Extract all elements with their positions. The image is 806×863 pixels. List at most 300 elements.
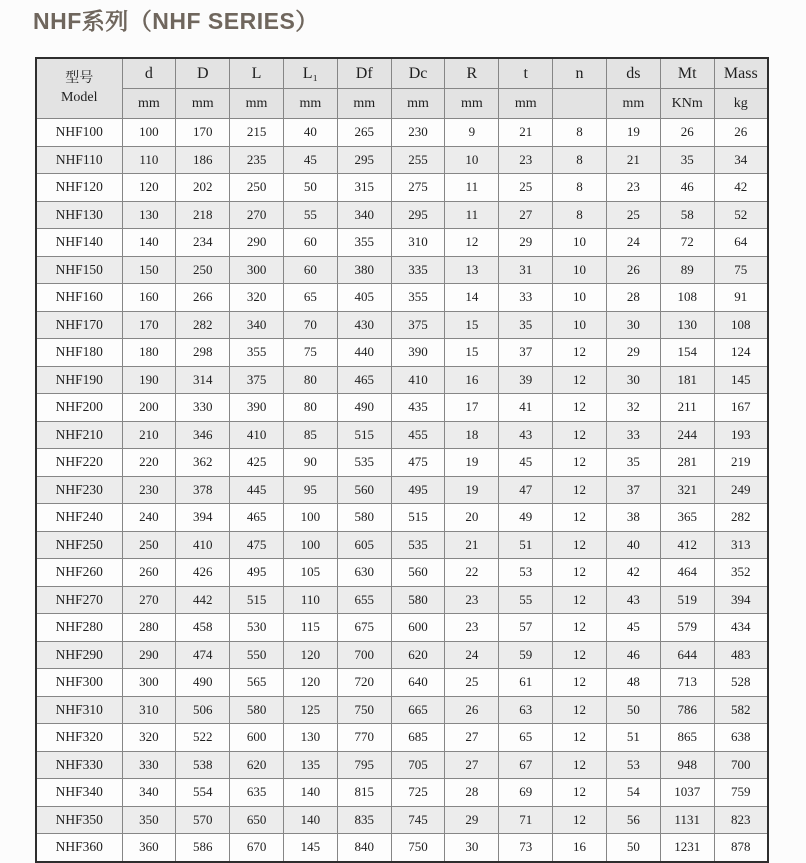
value-cell: 12	[553, 669, 607, 697]
table-header	[36, 58, 768, 119]
value-cell: 426	[176, 559, 230, 587]
value-cell: 202	[176, 174, 230, 202]
value-cell: 24	[445, 641, 499, 669]
model-header-cn: 型号	[65, 70, 94, 86]
value-cell: 465	[337, 366, 391, 394]
model-cell: NHF350	[36, 806, 122, 834]
table-row	[36, 696, 768, 724]
model-cell: NHF150	[36, 256, 122, 284]
value-cell: 8	[553, 201, 607, 229]
value-cell: 554	[176, 779, 230, 807]
value-cell: 515	[337, 421, 391, 449]
value-cell: 140	[283, 779, 337, 807]
value-cell: 23	[606, 174, 660, 202]
value-cell: 110	[283, 586, 337, 614]
value-cell: 474	[176, 641, 230, 669]
value-cell: 21	[499, 119, 553, 147]
value-cell: 53	[499, 559, 553, 587]
value-cell: 12	[553, 504, 607, 532]
value-cell: 45	[606, 614, 660, 642]
value-cell: 250	[176, 256, 230, 284]
value-cell: 250	[122, 531, 176, 559]
value-cell: 270	[122, 586, 176, 614]
value-cell: 320	[230, 284, 284, 312]
value-cell: 823	[714, 806, 768, 834]
value-cell: 53	[606, 751, 660, 779]
value-cell: 495	[391, 476, 445, 504]
value-cell: 75	[714, 256, 768, 284]
value-cell: 25	[606, 201, 660, 229]
table-row	[36, 174, 768, 202]
value-cell: 295	[337, 146, 391, 174]
value-cell: 140	[283, 806, 337, 834]
table-row	[36, 751, 768, 779]
value-cell: 75	[283, 339, 337, 367]
value-cell: 390	[230, 394, 284, 422]
value-cell: 24	[606, 229, 660, 257]
value-cell: 640	[391, 669, 445, 697]
value-cell: 300	[122, 669, 176, 697]
value-cell: 60	[283, 256, 337, 284]
column-header-n: n	[553, 58, 607, 89]
value-cell: 375	[230, 366, 284, 394]
column-unit-l₁: mm	[283, 89, 337, 119]
column-header-df: Df	[337, 58, 391, 89]
value-cell: 530	[230, 614, 284, 642]
value-cell: 315	[337, 174, 391, 202]
value-cell: 55	[283, 201, 337, 229]
value-cell: 490	[176, 669, 230, 697]
model-cell: NHF210	[36, 421, 122, 449]
value-cell: 440	[337, 339, 391, 367]
column-header-r: R	[445, 58, 499, 89]
value-cell: 35	[499, 311, 553, 339]
value-cell: 458	[176, 614, 230, 642]
value-cell: 14	[445, 284, 499, 312]
value-cell: 29	[499, 229, 553, 257]
column-unit-t: mm	[499, 89, 553, 119]
value-cell: 313	[714, 531, 768, 559]
page-title: NHF系列（NHF SERIES）	[33, 8, 319, 34]
value-cell: 230	[122, 476, 176, 504]
value-cell: 1131	[660, 806, 714, 834]
value-cell: 12	[553, 476, 607, 504]
value-cell: 290	[122, 641, 176, 669]
value-cell: 80	[283, 366, 337, 394]
value-cell: 865	[660, 724, 714, 752]
value-cell: 18	[445, 421, 499, 449]
value-cell: 249	[714, 476, 768, 504]
model-cell: NHF170	[36, 311, 122, 339]
value-cell: 89	[660, 256, 714, 284]
value-cell: 170	[176, 119, 230, 147]
value-cell: 115	[283, 614, 337, 642]
value-cell: 340	[337, 201, 391, 229]
value-cell: 219	[714, 449, 768, 477]
value-cell: 270	[230, 201, 284, 229]
table-row	[36, 394, 768, 422]
value-cell: 26	[714, 119, 768, 147]
nhf-spec-table	[35, 57, 769, 863]
value-cell: 560	[337, 476, 391, 504]
value-cell: 298	[176, 339, 230, 367]
value-cell: 12	[553, 641, 607, 669]
column-header-mass: Mass	[714, 58, 768, 89]
column-header-model	[36, 58, 122, 119]
value-cell: 10	[553, 311, 607, 339]
value-cell: 42	[606, 559, 660, 587]
value-cell: 600	[391, 614, 445, 642]
value-cell: 28	[606, 284, 660, 312]
value-cell: 713	[660, 669, 714, 697]
value-cell: 265	[337, 119, 391, 147]
value-cell: 350	[122, 806, 176, 834]
value-cell: 335	[391, 256, 445, 284]
value-cell: 380	[337, 256, 391, 284]
value-cell: 295	[391, 201, 445, 229]
value-cell: 434	[714, 614, 768, 642]
column-unit-mass: kg	[714, 89, 768, 119]
value-cell: 218	[176, 201, 230, 229]
value-cell: 535	[337, 449, 391, 477]
value-cell: 46	[660, 174, 714, 202]
header-unit-row	[36, 89, 768, 119]
value-cell: 63	[499, 696, 553, 724]
value-cell: 100	[283, 531, 337, 559]
value-cell: 64	[714, 229, 768, 257]
model-header-en: Model	[60, 89, 98, 105]
value-cell: 725	[391, 779, 445, 807]
value-cell: 10	[553, 284, 607, 312]
column-unit-ds: mm	[606, 89, 660, 119]
value-cell: 38	[606, 504, 660, 532]
table-row	[36, 476, 768, 504]
value-cell: 12	[553, 449, 607, 477]
value-cell: 750	[391, 834, 445, 862]
table-row	[36, 724, 768, 752]
column-unit-d: mm	[122, 89, 176, 119]
value-cell: 140	[122, 229, 176, 257]
value-cell: 675	[337, 614, 391, 642]
value-cell: 15	[445, 339, 499, 367]
value-cell: 635	[230, 779, 284, 807]
table-row	[36, 614, 768, 642]
table-row	[36, 449, 768, 477]
value-cell: 352	[714, 559, 768, 587]
value-cell: 200	[122, 394, 176, 422]
model-cell: NHF240	[36, 504, 122, 532]
value-cell: 210	[122, 421, 176, 449]
value-cell: 48	[606, 669, 660, 697]
value-cell: 355	[391, 284, 445, 312]
value-cell: 442	[176, 586, 230, 614]
model-cell: NHF330	[36, 751, 122, 779]
value-cell: 71	[499, 806, 553, 834]
value-cell: 45	[283, 146, 337, 174]
value-cell: 405	[337, 284, 391, 312]
value-cell: 705	[391, 751, 445, 779]
value-cell: 355	[230, 339, 284, 367]
value-cell: 21	[445, 531, 499, 559]
value-cell: 9	[445, 119, 499, 147]
table-row	[36, 504, 768, 532]
value-cell: 528	[714, 669, 768, 697]
table-row	[36, 366, 768, 394]
value-cell: 130	[283, 724, 337, 752]
value-cell: 85	[283, 421, 337, 449]
value-cell: 11	[445, 174, 499, 202]
table-row	[36, 339, 768, 367]
value-cell: 49	[499, 504, 553, 532]
value-cell: 65	[283, 284, 337, 312]
value-cell: 281	[660, 449, 714, 477]
value-cell: 685	[391, 724, 445, 752]
value-cell: 130	[122, 201, 176, 229]
value-cell: 435	[391, 394, 445, 422]
value-cell: 605	[337, 531, 391, 559]
value-cell: 340	[230, 311, 284, 339]
value-cell: 535	[391, 531, 445, 559]
value-cell: 58	[660, 201, 714, 229]
value-cell: 30	[606, 311, 660, 339]
value-cell: 346	[176, 421, 230, 449]
value-cell: 250	[230, 174, 284, 202]
value-cell: 23	[445, 614, 499, 642]
value-cell: 30	[445, 834, 499, 862]
value-cell: 43	[499, 421, 553, 449]
table-row	[36, 641, 768, 669]
model-cell: NHF250	[36, 531, 122, 559]
value-cell: 69	[499, 779, 553, 807]
value-cell: 330	[122, 751, 176, 779]
value-cell: 948	[660, 751, 714, 779]
value-cell: 244	[660, 421, 714, 449]
value-cell: 360	[122, 834, 176, 862]
column-unit-d: mm	[176, 89, 230, 119]
value-cell: 362	[176, 449, 230, 477]
table-row	[36, 806, 768, 834]
model-cell: NHF270	[36, 586, 122, 614]
value-cell: 280	[122, 614, 176, 642]
value-cell: 464	[660, 559, 714, 587]
value-cell: 644	[660, 641, 714, 669]
value-cell: 340	[122, 779, 176, 807]
value-cell: 282	[714, 504, 768, 532]
value-cell: 30	[606, 366, 660, 394]
value-cell: 538	[176, 751, 230, 779]
value-cell: 19	[445, 449, 499, 477]
value-cell: 394	[176, 504, 230, 532]
value-cell: 410	[176, 531, 230, 559]
value-cell: 8	[553, 146, 607, 174]
model-cell: NHF360	[36, 834, 122, 862]
value-cell: 12	[553, 696, 607, 724]
value-cell: 154	[660, 339, 714, 367]
value-cell: 110	[122, 146, 176, 174]
value-cell: 255	[391, 146, 445, 174]
column-header-mt: Mt	[660, 58, 714, 89]
value-cell: 282	[176, 311, 230, 339]
value-cell: 215	[230, 119, 284, 147]
value-cell: 425	[230, 449, 284, 477]
value-cell: 12	[553, 586, 607, 614]
value-cell: 120	[283, 669, 337, 697]
value-cell: 125	[283, 696, 337, 724]
table-row	[36, 779, 768, 807]
value-cell: 815	[337, 779, 391, 807]
value-cell: 12	[553, 779, 607, 807]
value-cell: 51	[606, 724, 660, 752]
column-header-t: t	[499, 58, 553, 89]
model-cell: NHF320	[36, 724, 122, 752]
value-cell: 23	[445, 586, 499, 614]
value-cell: 750	[337, 696, 391, 724]
value-cell: 655	[337, 586, 391, 614]
column-unit-df: mm	[337, 89, 391, 119]
table-row	[36, 311, 768, 339]
value-cell: 42	[714, 174, 768, 202]
model-cell: NHF310	[36, 696, 122, 724]
value-cell: 770	[337, 724, 391, 752]
table-row	[36, 421, 768, 449]
value-cell: 795	[337, 751, 391, 779]
value-cell: 580	[337, 504, 391, 532]
table-row	[36, 669, 768, 697]
model-cell: NHF260	[36, 559, 122, 587]
value-cell: 16	[445, 366, 499, 394]
value-cell: 290	[230, 229, 284, 257]
model-cell: NHF160	[36, 284, 122, 312]
value-cell: 570	[176, 806, 230, 834]
value-cell: 10	[553, 229, 607, 257]
value-cell: 43	[606, 586, 660, 614]
value-cell: 181	[660, 366, 714, 394]
value-cell: 580	[391, 586, 445, 614]
value-cell: 35	[660, 146, 714, 174]
value-cell: 180	[122, 339, 176, 367]
value-cell: 580	[230, 696, 284, 724]
value-cell: 211	[660, 394, 714, 422]
model-cell: NHF180	[36, 339, 122, 367]
value-cell: 1037	[660, 779, 714, 807]
value-cell: 835	[337, 806, 391, 834]
value-cell: 840	[337, 834, 391, 862]
value-cell: 108	[714, 311, 768, 339]
value-cell: 17	[445, 394, 499, 422]
header-symbol-row	[36, 58, 768, 89]
value-cell: 586	[176, 834, 230, 862]
value-cell: 108	[660, 284, 714, 312]
value-cell: 638	[714, 724, 768, 752]
value-cell: 167	[714, 394, 768, 422]
value-cell: 23	[499, 146, 553, 174]
value-cell: 135	[283, 751, 337, 779]
value-cell: 19	[445, 476, 499, 504]
value-cell: 25	[445, 669, 499, 697]
value-cell: 59	[499, 641, 553, 669]
model-cell: NHF110	[36, 146, 122, 174]
value-cell: 29	[606, 339, 660, 367]
value-cell: 720	[337, 669, 391, 697]
value-cell: 455	[391, 421, 445, 449]
value-cell: 550	[230, 641, 284, 669]
value-cell: 26	[445, 696, 499, 724]
value-cell: 186	[176, 146, 230, 174]
value-cell: 310	[391, 229, 445, 257]
value-cell: 11	[445, 201, 499, 229]
value-cell: 515	[230, 586, 284, 614]
value-cell: 55	[499, 586, 553, 614]
column-header-l: L	[230, 58, 284, 89]
table-row	[36, 119, 768, 147]
value-cell: 150	[122, 256, 176, 284]
value-cell: 70	[283, 311, 337, 339]
model-cell: NHF200	[36, 394, 122, 422]
value-cell: 91	[714, 284, 768, 312]
model-cell: NHF290	[36, 641, 122, 669]
value-cell: 145	[283, 834, 337, 862]
value-cell: 275	[391, 174, 445, 202]
value-cell: 465	[230, 504, 284, 532]
value-cell: 50	[283, 174, 337, 202]
value-cell: 310	[122, 696, 176, 724]
value-cell: 33	[606, 421, 660, 449]
value-cell: 314	[176, 366, 230, 394]
table-row	[36, 229, 768, 257]
value-cell: 519	[660, 586, 714, 614]
value-cell: 20	[445, 504, 499, 532]
value-cell: 21	[606, 146, 660, 174]
value-cell: 32	[606, 394, 660, 422]
value-cell: 41	[499, 394, 553, 422]
value-cell: 40	[283, 119, 337, 147]
column-header-dc: Dc	[391, 58, 445, 89]
value-cell: 475	[230, 531, 284, 559]
value-cell: 650	[230, 806, 284, 834]
value-cell: 230	[391, 119, 445, 147]
value-cell: 321	[660, 476, 714, 504]
value-cell: 12	[553, 339, 607, 367]
value-cell: 12	[553, 724, 607, 752]
value-cell: 120	[122, 174, 176, 202]
table-row	[36, 531, 768, 559]
model-cell: NHF100	[36, 119, 122, 147]
column-unit-n	[553, 89, 607, 119]
value-cell: 37	[606, 476, 660, 504]
value-cell: 19	[606, 119, 660, 147]
model-cell: NHF140	[36, 229, 122, 257]
value-cell: 240	[122, 504, 176, 532]
value-cell: 12	[445, 229, 499, 257]
value-cell: 12	[553, 751, 607, 779]
value-cell: 260	[122, 559, 176, 587]
value-cell: 495	[230, 559, 284, 587]
value-cell: 515	[391, 504, 445, 532]
value-cell: 67	[499, 751, 553, 779]
value-cell: 27	[445, 724, 499, 752]
value-cell: 27	[499, 201, 553, 229]
value-cell: 80	[283, 394, 337, 422]
value-cell: 37	[499, 339, 553, 367]
value-cell: 26	[606, 256, 660, 284]
value-cell: 72	[660, 229, 714, 257]
value-cell: 46	[606, 641, 660, 669]
model-cell: NHF230	[36, 476, 122, 504]
value-cell: 35	[606, 449, 660, 477]
model-cell: NHF120	[36, 174, 122, 202]
value-cell: 22	[445, 559, 499, 587]
value-cell: 170	[122, 311, 176, 339]
